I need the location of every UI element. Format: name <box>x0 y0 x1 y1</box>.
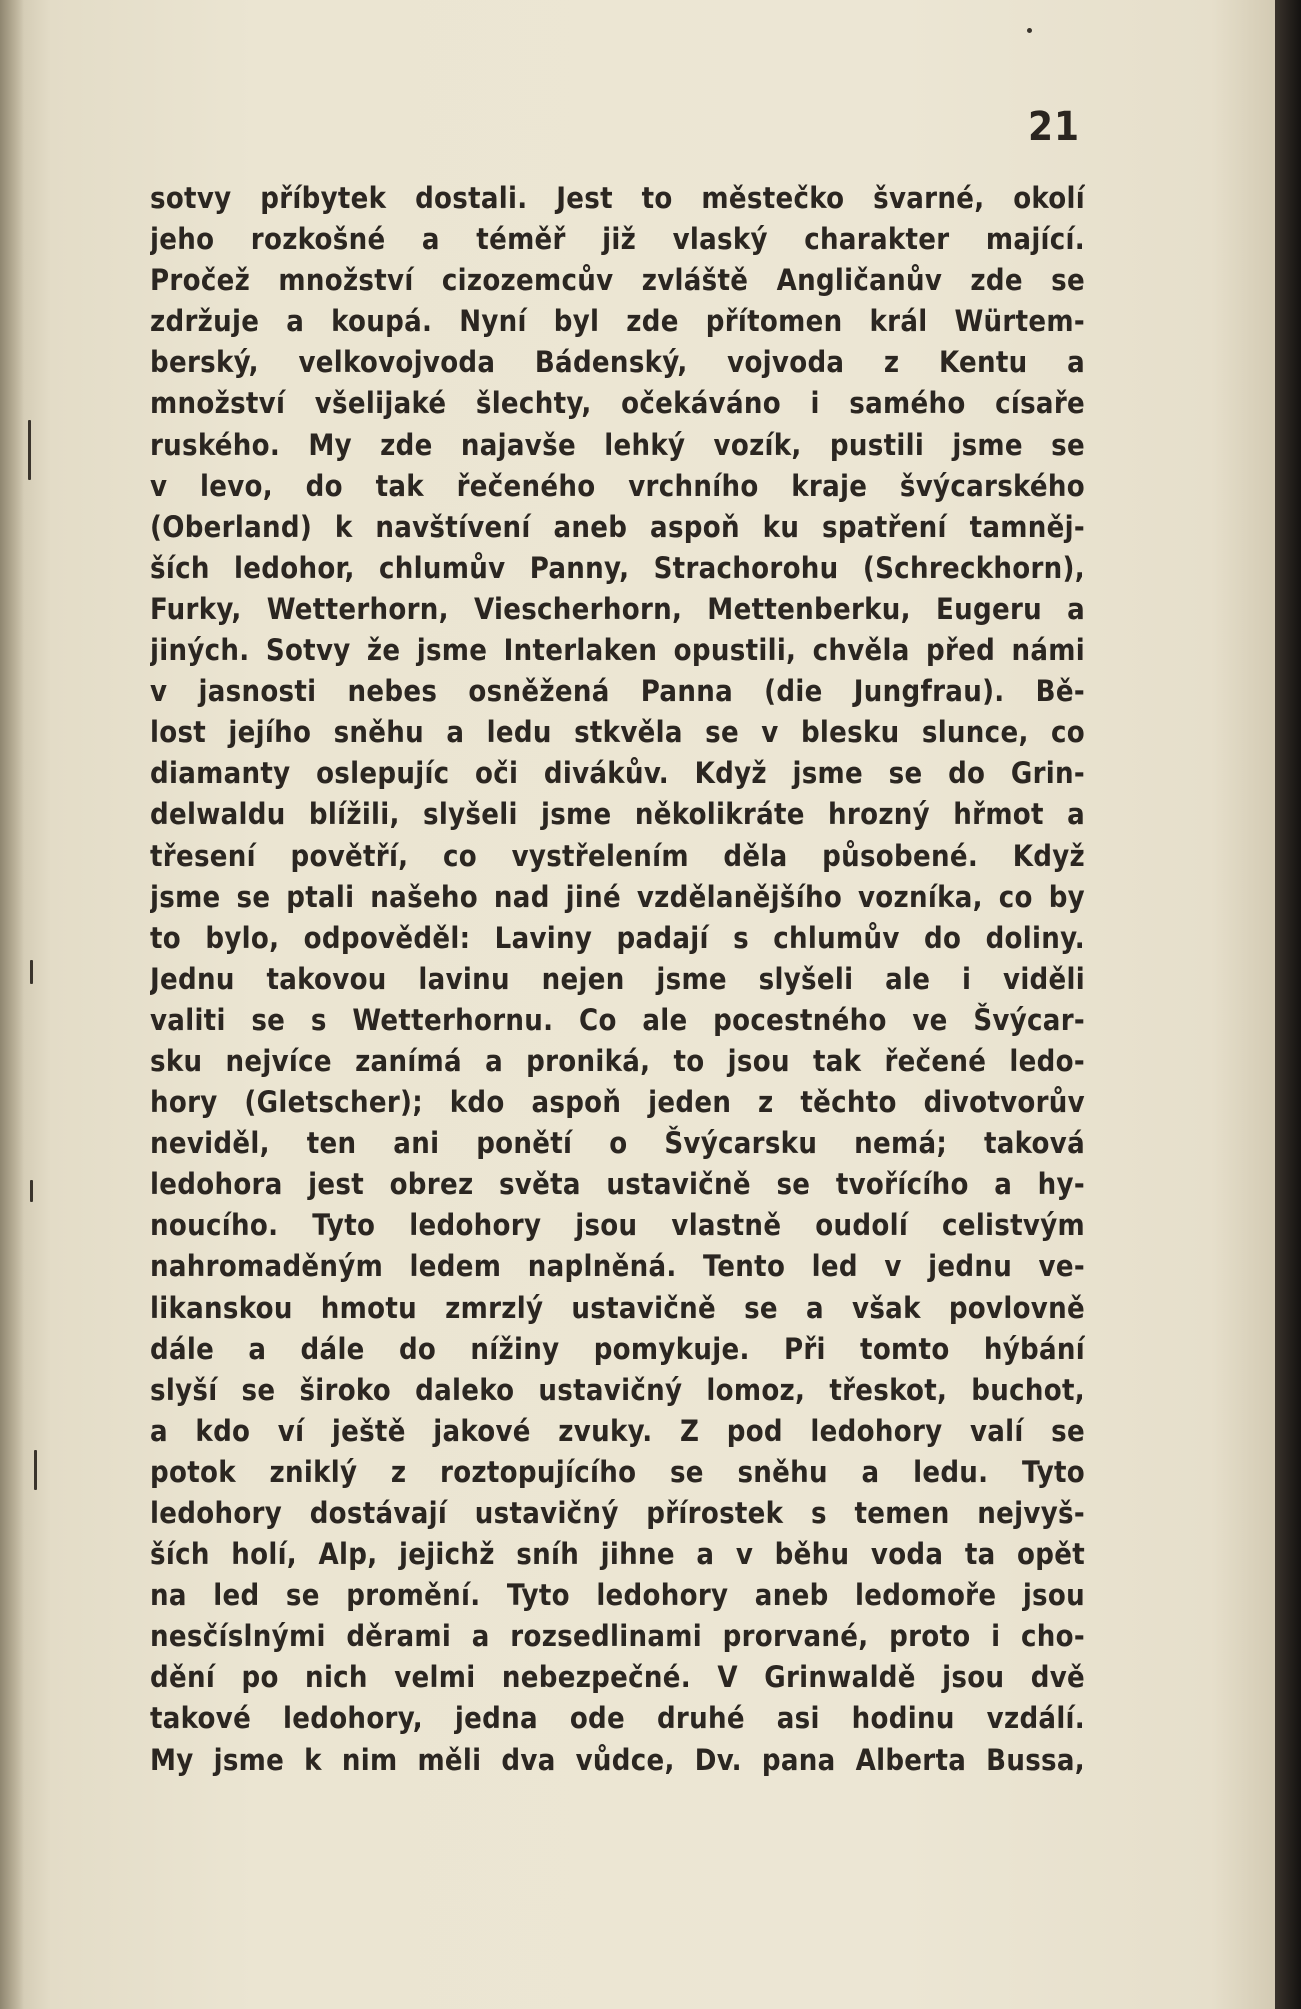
text-line: na led se promění. Tyto ledohory aneb ledomoře jsou <box>150 1578 1085 1613</box>
text-line: nahromaděným ledem naplněná. Tento led v jednu ve- <box>150 1249 1085 1284</box>
text-line: sotvy příbytek dostali. Jest to městečko švarné, okolí <box>150 181 1085 215</box>
text-line: noucího. Tyto ledohory jsou vlastně oudolí celistvým <box>150 1208 1085 1243</box>
text-line: lost jejího sněhu a ledu stkvěla se v blesku slunce, co <box>150 715 1085 750</box>
text-line: sku nejvíce zanímá a proniká, to jsou tak řečené ledo- <box>150 1043 1085 1078</box>
text-line: dění po nich velmi nebezpečné. V Grinwaldě jsou dvě <box>150 1660 1085 1695</box>
text-line: (Oberland) k navštívení aneb aspoň ku spatření tamněj- <box>150 509 1085 544</box>
text-line: v levo, do tak řečeného vrchního kraje švýcarského <box>150 468 1085 503</box>
text-line: nesčíslnými děrami a rozsedlinami prorvané, proto i cho- <box>150 1619 1085 1654</box>
text-line: jiných. Sotvy že jsme Interlaken opustili, chvěla před námi <box>150 633 1085 668</box>
text-line: ších ledohor, chlumův Panny, Strachorohu (Schreckhorn), <box>150 550 1085 585</box>
text-line: My jsme k nim měli dva vůdce, Dv. pana Alberta Bussa, <box>150 1742 1085 1777</box>
text-line: ledohora jest obrez světa ustavičně se tvořícího a hy- <box>150 1167 1085 1202</box>
text-line: a kdo ví ještě jakové zvuky. Z pod ledohory valí se <box>150 1413 1085 1448</box>
book-edge-shadow <box>1275 0 1301 2009</box>
text-line: berský, velkovojvoda Bádenský, vojvoda z Kentu a <box>150 345 1085 380</box>
text-line: zdržuje a koupá. Nyní byl zde přítomen král Würtem- <box>150 304 1085 339</box>
text-line: valiti se s Wetterhornu. Co ale pocestného ve Švýcar- <box>150 1002 1085 1037</box>
text-line: hory (Gletscher); kdo aspoň jeden z těchto divotvorův <box>150 1085 1085 1120</box>
text-line: ších holí, Alp, jejichž sníh jihne a v běhu voda ta opět <box>150 1537 1085 1572</box>
text-line: likanskou hmotu zmrzlý ustavičně se a však povlovně <box>150 1290 1085 1325</box>
text-line: dále a dále do nížiny pomykuje. Při tomto hýbání <box>150 1331 1085 1366</box>
text-line: jeho rozkošné a téměř již vlaský charakter mající. <box>150 222 1085 257</box>
text-line: slyší se široko daleko ustavičný lomoz, třeskot, buchot, <box>150 1372 1085 1407</box>
text-line: třesení povětří, co vystřelením děla působené. Když <box>150 838 1085 873</box>
text-line: ledohory dostávají ustavičný přírostek s temen nejvyš- <box>150 1496 1085 1530</box>
text-line: Pročež množství cizozemcův zvláště Angličanův zde se <box>150 263 1085 298</box>
text-line: neviděl, ten ani ponětí o Švýcarsku nemá; taková <box>150 1126 1085 1161</box>
text-line: v jasnosti nebes osněžená Panna (die Jungfrau). Bě- <box>150 674 1085 709</box>
text-line: takové ledohory, jedna ode druhé asi hodinu vzdálí. <box>150 1701 1085 1736</box>
text-line: delwaldu blížili, slyšeli jsme několikráte hrozný hřmot a <box>150 797 1085 832</box>
body-text <box>150 178 1085 1781</box>
text-line: množství všelijaké šlechty, očekáváno i samého císaře <box>150 386 1085 421</box>
text-line: Jednu takovou lavinu nejen jsme slyšeli ale i viděli <box>150 961 1085 996</box>
text-line: Furky, Wetterhorn, Viescherhorn, Mettenberku, Eugeru a <box>150 591 1085 626</box>
page-number: 21 <box>1028 104 1081 150</box>
text-line: potok zniklý z roztopujícího se sněhu a ledu. Tyto <box>150 1454 1085 1489</box>
text-line: jsme se ptali našeho nad jiné vzdělanějšího vozníka, co by <box>150 879 1085 914</box>
text-line: diamanty oslepujíc oči divákův. Když jsme se do Grin- <box>150 756 1085 791</box>
binding-edge <box>0 0 24 2009</box>
text-line: ruského. My zde najavše lehký vozík, pustili jsme se <box>150 427 1085 462</box>
text-line: to bylo, odpověděl: Laviny padají s chlumův do doliny. <box>150 920 1085 955</box>
